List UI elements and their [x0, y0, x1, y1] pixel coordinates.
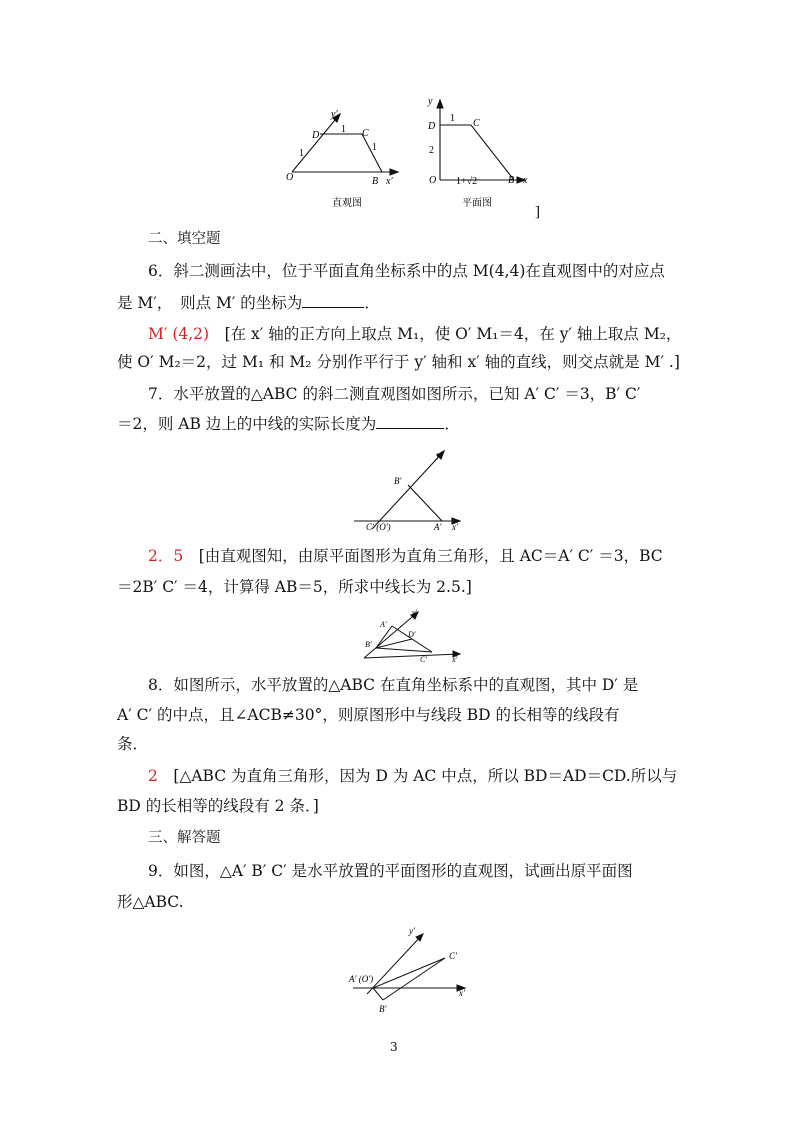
q6-line1: 6．斜二测画法中，位于平面直角坐标系中的点 M(4,4)在直观图中的对应点 — [148, 262, 665, 280]
q7-line2-end: ． — [444, 415, 460, 433]
q8-label-c: C′ — [420, 655, 428, 664]
q8-solution-line1 — [148, 765, 708, 787]
q9-label-b: B′ — [379, 1004, 387, 1014]
section-answer-title: 三、解答题 — [148, 830, 221, 846]
label-d: D — [312, 130, 320, 141]
q6-answer: M′ (4,2) — [148, 325, 210, 343]
label-d-plane: D — [428, 121, 436, 132]
label-o: O — [286, 172, 294, 183]
q7-line2 — [117, 413, 677, 435]
label-base: 1+√2 — [456, 176, 478, 187]
label-one-left: 1 — [299, 148, 304, 159]
q8-label-b: B′ — [365, 640, 372, 649]
label-one-right: 1 — [372, 142, 377, 153]
q8-label-x: x′ — [452, 655, 458, 664]
q9-line1: 9．如图，△A′ B′ C′ 是水平放置的平面图形的直观图，试画出原平面图 — [148, 862, 633, 880]
q8-line3: 条． — [117, 735, 149, 753]
section-fill-in-title: 二、填空题 — [148, 231, 221, 247]
q7-solution-line2: ＝2B′ C′ ＝4，计算得 AB＝5，所求中线长为 2.5.] — [117, 578, 472, 596]
q9-figure — [345, 922, 475, 1017]
label-one-plane: 1 — [450, 113, 455, 124]
label-y-prime: y′ — [331, 109, 338, 120]
label-o-plane: O — [429, 175, 437, 186]
figure-trapezoid — [280, 92, 550, 222]
q7-label-a: A′ — [434, 522, 442, 532]
caption-plane: 平面图 — [462, 198, 492, 209]
label-b-plane: B — [508, 175, 515, 186]
q8-answer: 2 — [148, 767, 158, 785]
q6-answer-blank[interactable] — [302, 293, 364, 308]
label-c-plane: C — [473, 118, 480, 129]
q6-solution-line1 — [148, 323, 708, 345]
label-one-top: 1 — [341, 124, 346, 135]
q9-label-y: y′ — [409, 926, 415, 936]
page-number: 3 — [390, 1040, 398, 1054]
q8-sol1: [△ABC 为直角三角形，因为 D 为 AC 中点，所以 BD＝AD＝CD.所以与 — [173, 767, 678, 785]
q6-sol1: [在 x′ 轴的正方向上取点 M₁，使 O′ M₁＝4，在 y′ 轴上取点 M₂， — [224, 325, 682, 343]
q9-label-ao: A′ (O′) — [349, 974, 374, 984]
q7-answer-blank[interactable] — [376, 414, 444, 429]
q7-solution-line1 — [148, 545, 708, 567]
q8-label-y: y′ — [412, 608, 418, 617]
q9-label-x: x′ — [459, 988, 465, 998]
q8-label-a: A′ — [380, 620, 387, 629]
q7-line2-text: ＝2，则 AB 边上的中线的实际长度为 — [117, 415, 377, 433]
q6-solution-line2: 使 O′ M₂＝2，过 M₁ 和 M₂ 分别作平行于 y′ 轴和 x′ 轴的直线，则交点就是 M′ .] — [117, 353, 680, 371]
q8-line1: 8．如图所示，水平放置的△ABC 在直角坐标系中的直观图，其中 D′ 是 — [148, 676, 639, 694]
q7-answer: 2．5 — [148, 547, 184, 565]
label-x: x — [523, 175, 528, 186]
label-c: C — [362, 128, 369, 139]
label-x-prime: x′ — [386, 176, 393, 187]
q7-label-b: B′ — [394, 476, 402, 486]
q7-sol1: [由直观图知，由原平面图形为直角三角形，且 AC＝A′ C′ ＝3，BC — [198, 547, 663, 565]
q7-figure — [352, 446, 472, 538]
label-two: 2 — [429, 145, 434, 156]
label-y: y — [428, 96, 433, 107]
caption-intuitive: 直观图 — [332, 198, 362, 209]
q7-line1: 7．水平放置的△ABC 的斜二测直观图如图所示，已知 A′ C′ ＝3，B′ C′ — [148, 385, 641, 403]
q8-label-d: D′ — [408, 630, 416, 639]
q6-line2-text: 是 M′， 则点 M′ 的坐标为 — [117, 294, 303, 312]
q9-label-c: C′ — [449, 951, 457, 961]
close-bracket: ] — [535, 204, 540, 220]
q7-label-co: C′ (O′) — [366, 522, 391, 532]
q8-figure — [360, 604, 470, 666]
q6-line2 — [117, 292, 677, 314]
q8-solution-line2: BD 的长相等的线段有 2 条．] — [117, 797, 319, 815]
q7-label-x: x′ — [452, 522, 458, 532]
q9-line2: 形△ABC. — [117, 893, 184, 911]
q7-label-y: y′ — [436, 450, 442, 460]
q6-line2-end: ． — [364, 294, 380, 312]
label-b: B — [372, 176, 379, 187]
q8-line2: A′ C′ 的中点，且∠ACB≠30°，则原图形中与线段 BD 的长相等的线段有 — [117, 706, 620, 724]
